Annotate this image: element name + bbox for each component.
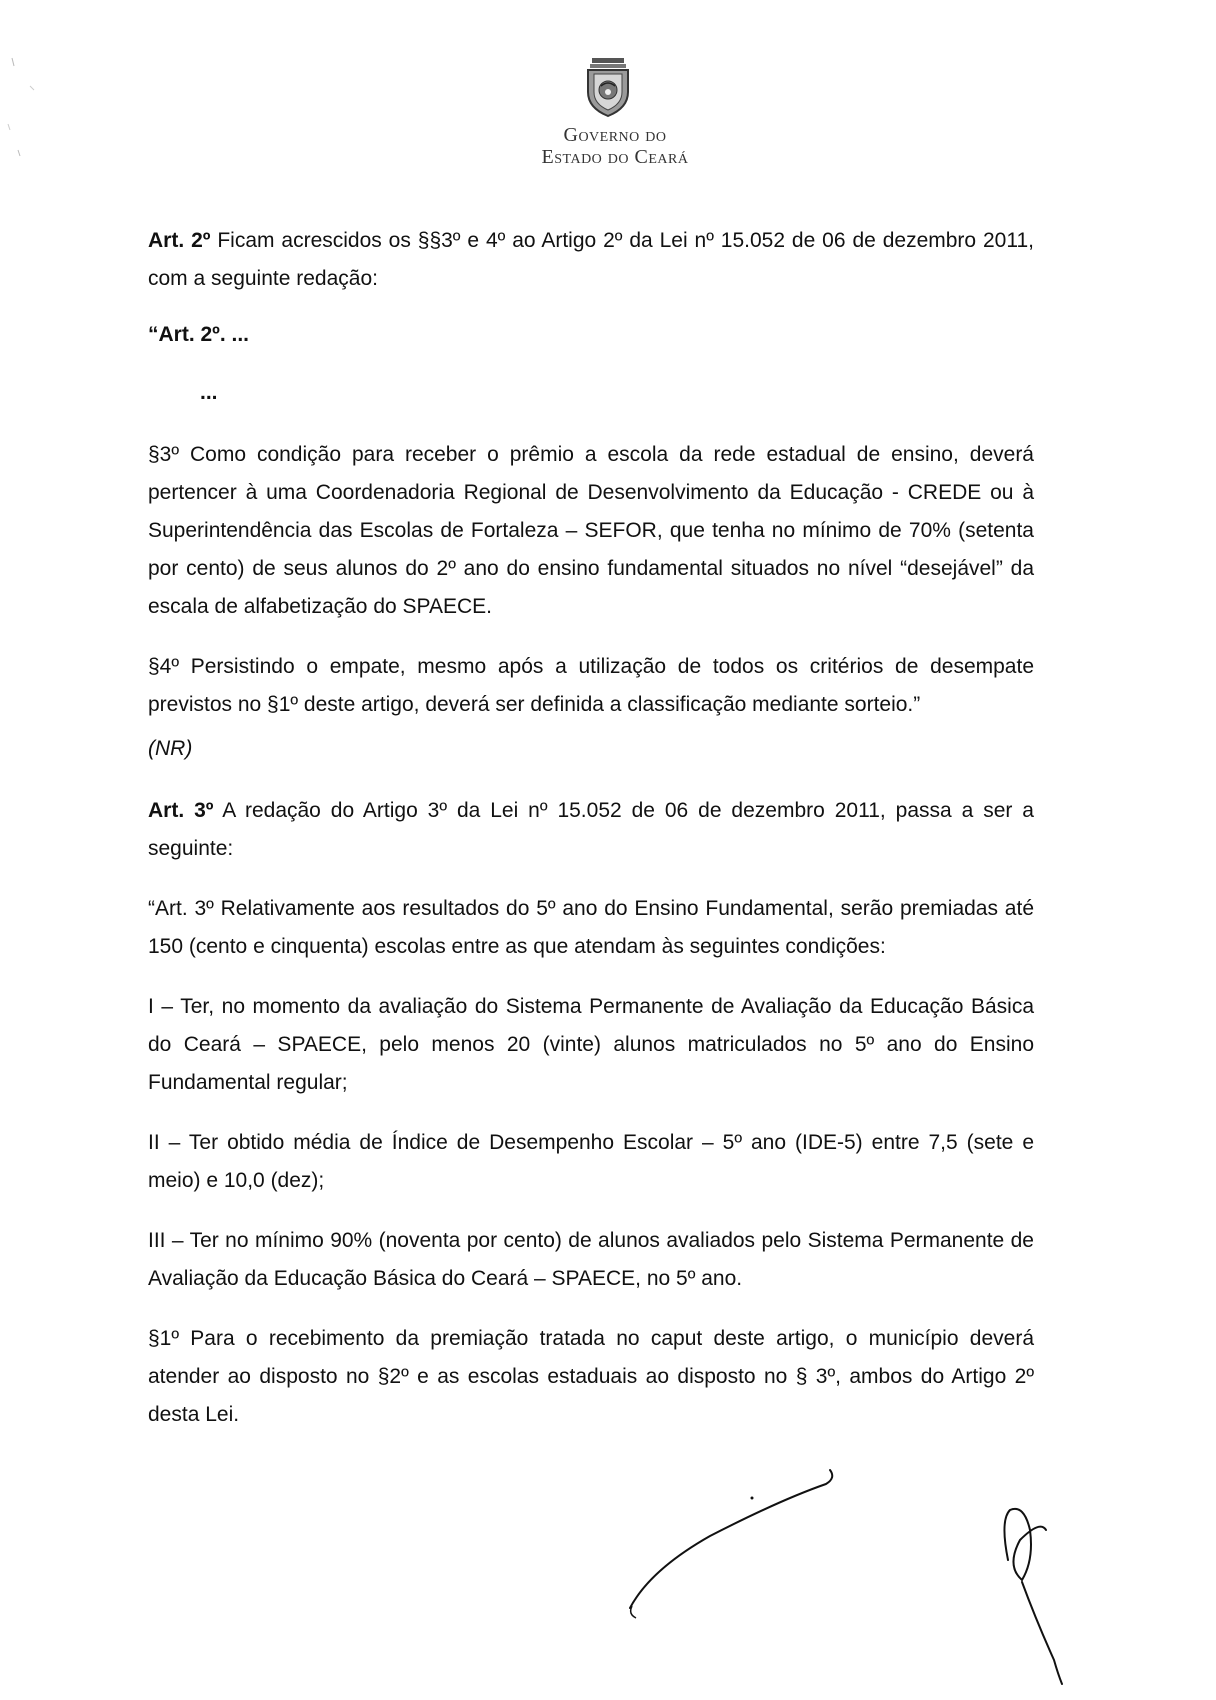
- item-i: I – Ter, no momento da avaliação do Sistema Permanente de Avaliação da Educação Básica do Ceará – SPAECE, pelo menos 20 (vinte) alunos matriculados no 5º ano do Ensino Fundamental regular;: [148, 995, 1034, 1094]
- item-iii: III – Ter no mínimo 90% (noventa por cento) de alunos avaliados pelo Sistema Permanente de Avaliação da Educação Básica do Ceará – SPAECE, no 5º ano.: [148, 1229, 1034, 1290]
- paragraph-1: §1º Para o recebimento da premiação tratada no caput deste artigo, o município deverá atender ao disposto no §2º e as escolas estaduais ao disposto no § 3º, ambos do Artigo 2º desta Lei.: [148, 1327, 1034, 1426]
- omission-ellipsis: ...: [200, 381, 218, 404]
- nr-note: (NR): [148, 737, 193, 760]
- article-3-label: Art. 3º: [148, 799, 214, 822]
- article-3-text: A redação do Artigo 3º da Lei nº 15.052 de 06 de dezembro 2011, passa a ser a seguinte:: [148, 799, 1034, 860]
- paragraph-4: §4º Persistindo o empate, mesmo após a utilização de todos os critérios de desempate previstos no §1º deste artigo, deverá ser definida a classificação mediante sorteio.”: [148, 655, 1034, 716]
- letterhead: [0, 56, 1216, 168]
- header-line-2: Estado do Ceará: [541, 146, 689, 168]
- scan-marks: [0, 0, 60, 200]
- article-3-quote: “Art. 3º Relativamente aos resultados do 5º ano do Ensino Fundamental, serão premiadas até 150 (cento e cinquenta) escolas entre as que atendam às seguintes condições:: [148, 897, 1034, 958]
- state-crest-icon: [582, 56, 634, 118]
- quoted-article-heading: “Art. 2º. ...: [148, 323, 250, 346]
- header-line-1: Governo do: [563, 124, 667, 146]
- article-3-paragraph: [148, 792, 1034, 868]
- article-2-text: Ficam acrescidos os §§3º e 4º ao Artigo 2º da Lei nº 15.052 de 06 de dezembro 2011, com a seguinte redação:: [148, 229, 1034, 290]
- article-2-label: Art. 2º: [148, 229, 211, 252]
- item-ii: II – Ter obtido média de Índice de Desempenho Escolar – 5º ano (IDE-5) entre 7,5 (sete e meio) e 10,0 (dez);: [148, 1131, 1034, 1192]
- paragraph-3: §3º Como condição para receber o prêmio a escola da rede estadual de ensino, deverá pertencer à uma Coordenadoria Regional de Desenvolvimento da Educação - CREDE ou à Superintendência das Escolas de Fortaleza – SEFOR, que tenha no mínimo de 70% (setenta por cento) de seus alunos do 2º ano do ensino fundamental situados no nível “desejável” da escala de alfabetização do SPAECE.: [148, 443, 1034, 618]
- article-2-paragraph: [148, 222, 1034, 298]
- document-body: [148, 222, 1034, 1456]
